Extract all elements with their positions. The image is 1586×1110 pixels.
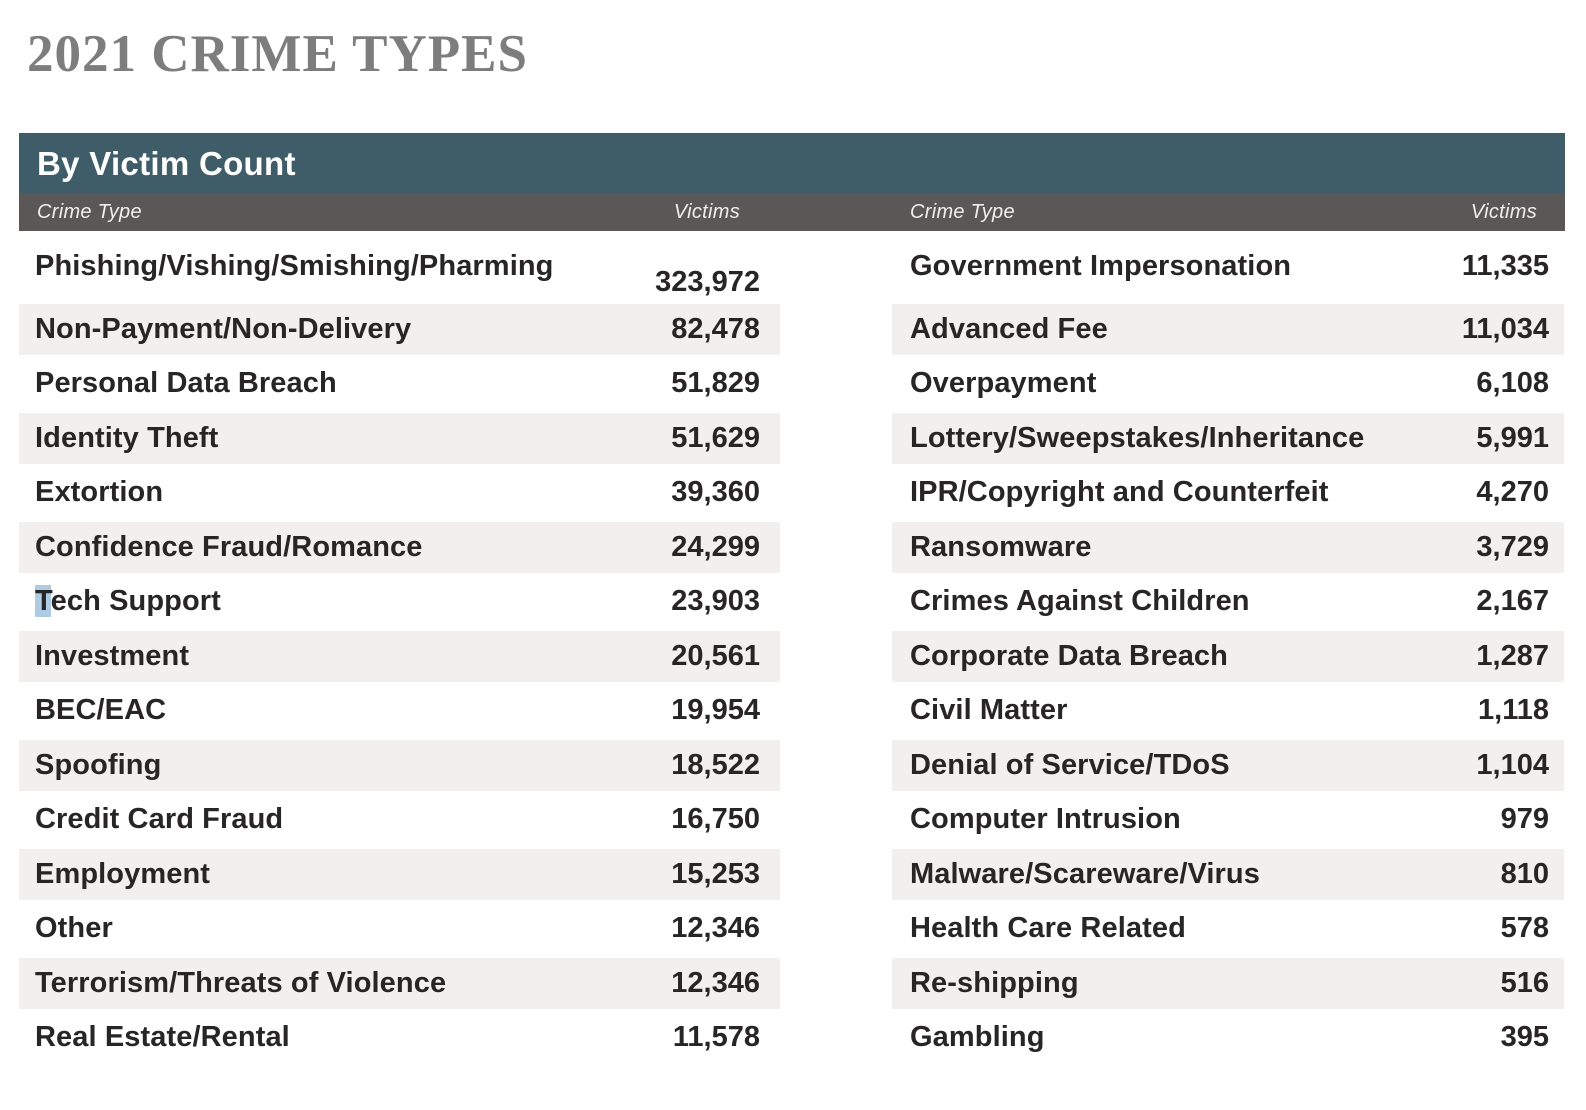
- victims-value: 12,346: [671, 912, 760, 945]
- table-row: [19, 357, 780, 412]
- victims-value: 979: [1500, 803, 1549, 836]
- victims-value: 24,299: [671, 530, 760, 563]
- column-header-crime-type-right: Crime Type: [910, 201, 1015, 223]
- table-row: [19, 575, 780, 630]
- crime-type-label: Overpayment: [910, 367, 1097, 400]
- table-row: [19, 629, 780, 684]
- crime-type-label: Identity Theft: [35, 421, 219, 454]
- victims-value: 1,287: [1476, 639, 1549, 672]
- crime-type-label: Other: [35, 912, 113, 945]
- victims-value: 4,270: [1476, 476, 1549, 509]
- section-title: By Victim Count: [37, 144, 296, 182]
- column-header-victims-left: Victims: [673, 201, 740, 223]
- crime-type-label: [35, 585, 671, 618]
- crime-type-label: Ransomware: [910, 530, 1092, 563]
- table-row: [892, 466, 1564, 521]
- crime-type-label: Corporate Data Breach: [910, 639, 1228, 672]
- crime-type-label: Advanced Fee: [910, 312, 1108, 345]
- table-row: [892, 847, 1564, 902]
- crime-type-label: BEC/EAC: [35, 694, 167, 727]
- victims-value: 11,335: [1461, 250, 1549, 282]
- victims-value: 19,954: [671, 694, 760, 727]
- crime-table-right: [892, 231, 1564, 1065]
- crime-type-label: Civil Matter: [910, 694, 1068, 727]
- table-row: [892, 1011, 1564, 1066]
- table-row: [19, 738, 780, 793]
- victims-value: 39,360: [671, 476, 760, 509]
- table-row: [19, 956, 780, 1011]
- table-row: [892, 684, 1564, 739]
- table-row: [19, 520, 780, 575]
- column-header-bar: [19, 194, 1565, 231]
- victims-value: 15,253: [671, 857, 760, 890]
- victims-value: 395: [1500, 1021, 1549, 1054]
- table-row: [892, 411, 1564, 466]
- victims-value: 5,991: [1476, 421, 1549, 454]
- victims-value: 516: [1500, 966, 1549, 999]
- table-row: [19, 793, 780, 848]
- crime-type-label: Gambling: [910, 1021, 1045, 1054]
- victims-value: 82,478: [671, 312, 760, 345]
- table-row: [19, 302, 780, 357]
- crime-type-label: Personal Data Breach: [35, 367, 337, 400]
- crime-type-label: Lottery/Sweepstakes/Inheritance: [910, 421, 1365, 454]
- column-header-crime-type-left: Crime Type: [37, 201, 142, 223]
- table-row: [892, 793, 1564, 848]
- table-row: [892, 956, 1564, 1011]
- crime-type-label: Confidence Fraud/Romance: [35, 530, 423, 563]
- victims-value: 20,561: [671, 639, 760, 672]
- crime-type-label: Investment: [35, 639, 190, 672]
- table-row: [892, 902, 1564, 957]
- victims-value: 51,829: [671, 367, 760, 400]
- table-row: [892, 575, 1564, 630]
- table-row: [892, 520, 1564, 575]
- victims-value: 23,903: [671, 585, 760, 618]
- victims-value: 2,167: [1476, 585, 1549, 618]
- crime-type-label: Denial of Service/TDoS: [910, 748, 1230, 781]
- crime-type-label: Real Estate/Rental: [35, 1021, 290, 1054]
- crime-type-label: Terrorism/Threats of Violence: [35, 966, 447, 999]
- crime-type-label: Extortion: [35, 476, 164, 509]
- column-header-victims-right: Victims: [1470, 201, 1537, 223]
- table-row: [892, 357, 1564, 412]
- crime-type-label: Re-shipping: [910, 966, 1079, 999]
- crime-type-label: Phishing/Vishing/Smishing/Pharming: [35, 250, 554, 282]
- section-header-bar: [19, 133, 1565, 194]
- crime-type-label: Computer Intrusion: [910, 803, 1181, 836]
- table-row: [19, 411, 780, 466]
- crime-type-label: Employment: [35, 857, 211, 890]
- crime-type-label: IPR/Copyright and Counterfeit: [910, 476, 1329, 509]
- table-row: [19, 847, 780, 902]
- victims-value: 1,118: [1478, 694, 1549, 727]
- victims-value: 12,346: [671, 966, 760, 999]
- victims-value: 323,972: [655, 266, 760, 298]
- victims-value: 11,034: [1461, 312, 1549, 345]
- table-row: [19, 231, 780, 302]
- crime-type-label: Non-Payment/Non-Delivery: [35, 312, 412, 345]
- victims-value: 18,522: [671, 748, 760, 781]
- report-page: [0, 24, 1586, 1110]
- table-row: [19, 466, 780, 521]
- victims-value: 16,750: [671, 803, 760, 836]
- table-row: [19, 684, 780, 739]
- selected-char-highlight: T: [35, 585, 51, 618]
- crime-type-label-rest: ech Support: [50, 585, 221, 618]
- table-row: [892, 629, 1564, 684]
- victims-value: 1,104: [1476, 748, 1549, 781]
- victims-value: 11,578: [672, 1021, 760, 1054]
- crime-type-label: Credit Card Fraud: [35, 803, 284, 836]
- victims-value: 578: [1500, 912, 1549, 945]
- victims-value: 3,729: [1476, 530, 1549, 563]
- crime-type-label: Health Care Related: [910, 912, 1186, 945]
- page-title: 2021 CRIME TYPES: [27, 25, 528, 83]
- crime-type-label: Crimes Against Children: [910, 585, 1250, 618]
- table-row: [892, 302, 1564, 357]
- victims-value: 810: [1500, 857, 1549, 890]
- victims-value: 6,108: [1476, 367, 1549, 400]
- crime-type-label: Spoofing: [35, 748, 162, 781]
- tables-container: [19, 231, 1565, 1065]
- table-row: [892, 738, 1564, 793]
- table-row: [19, 902, 780, 957]
- table-row: [19, 1011, 780, 1066]
- crime-type-label: Malware/Scareware/Virus: [910, 857, 1260, 890]
- crime-table-left: [19, 231, 780, 1065]
- crime-type-label: Government Impersonation: [910, 250, 1292, 282]
- victims-value: 51,629: [671, 421, 760, 454]
- table-row: [892, 231, 1564, 302]
- victim-count-panel: [19, 133, 1565, 1065]
